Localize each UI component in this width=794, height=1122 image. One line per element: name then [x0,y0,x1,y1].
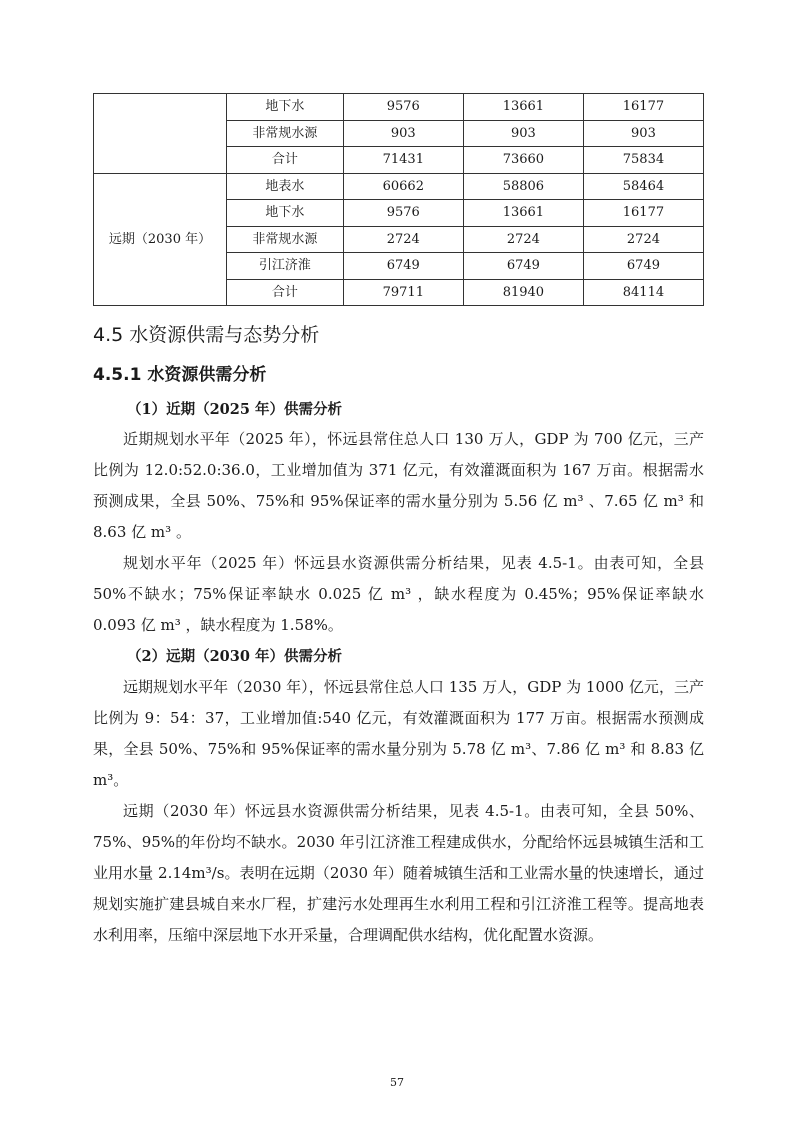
source-cell: 引江济淮 [226,253,343,280]
value-cell: 2724 [583,226,703,253]
subsection-heading: 4.5.1 水资源供需分析 [93,365,267,385]
value-cell: 13661 [463,200,583,227]
table-row [94,94,704,121]
source-cell: 非常规水源 [226,226,343,253]
value-cell: 79711 [343,279,463,306]
near-term-heading: （1）近期（2025 年）供需分析 [127,401,342,418]
value-cell: 84114 [583,279,703,306]
value-cell: 6749 [343,253,463,280]
value-cell: 6749 [583,253,703,280]
value-cell: 13661 [463,94,583,121]
value-cell: 81940 [463,279,583,306]
value-cell: 903 [343,120,463,147]
value-cell: 903 [583,120,703,147]
long-term-result-paragraph: 远期（2030 年）怀远县水资源供需分析结果，见表 4.5-1。由表可知，全县 50%、75%、95%的年份均不缺水。2030 年引江济淮工程建成供水，分配给怀远县城镇生活和工业用水量 2.14m³/s。表明在远期（2030 年）随着城镇生活和工业需水量的快速增长，通过规划实施扩建县城自来水厂程，扩建污水处理再生水利用工程和引江济淮工程等。提高地表水利用率，压缩中深层地下水开采量，合理调配供水结构，优化配置水资源。 [93,802,704,944]
near-term-paragraph: 近期规划水平年（2025 年），怀远县常住总人口 130 万人，GDP 为 700 亿元，三产比例为 12.0:52.0:36.0，工业增加值为 371 亿元，有效灌溉面积为 167 万亩。根据需水预测成果，全县 50%、75%和 95%保证率的需水量分别为 5.56 亿 m³ 、7.65 亿 m³ 和 8.63 亿 m³ 。 [93,430,704,541]
value-cell: 9576 [343,94,463,121]
value-cell: 2724 [463,226,583,253]
source-cell: 非常规水源 [226,120,343,147]
water-supply-table [93,93,704,306]
page-number: 57 [390,1076,404,1089]
value-cell: 58806 [463,173,583,200]
long-term-heading: （2）远期（2030 年）供需分析 [127,648,342,665]
near-term-result-paragraph: 规划水平年（2025 年）怀远县水资源供需分析结果，见表 4.5-1。由表可知，全县 50%不缺水；75%保证率缺水 0.025 亿 m³ ，缺水程度为 0.45%；95%保证率缺水 0.093 亿 m³ ，缺水程度为 1.58%。 [93,554,704,634]
long-term-paragraph: 远期规划水平年（2030 年），怀远县常住总人口 135 万人，GDP 为 1000 亿元，三产比例为 9：54：37，工业增加值:540 亿元，有效灌溉面积为 177 万亩。根据需水预测成果，全县 50%、75%和 95%保证率的需水量分别为 5.78 亿 m³、7.86 亿 m³ 和 8.83 亿 m³。 [93,678,704,789]
source-cell: 地表水 [226,173,343,200]
source-cell: 地下水 [226,94,343,121]
value-cell: 2724 [343,226,463,253]
value-cell: 58464 [583,173,703,200]
period-cell [94,94,227,174]
table-row [94,173,704,200]
source-cell: 地下水 [226,200,343,227]
value-cell: 9576 [343,200,463,227]
value-cell: 60662 [343,173,463,200]
period-cell: 远期（2030 年） [94,173,227,306]
section-heading: 4.5 水资源供需与态势分析 [93,324,320,346]
value-cell: 73660 [463,147,583,174]
value-cell: 75834 [583,147,703,174]
value-cell: 16177 [583,94,703,121]
value-cell: 903 [463,120,583,147]
value-cell: 71431 [343,147,463,174]
value-cell: 16177 [583,200,703,227]
source-cell: 合计 [226,147,343,174]
source-cell: 合计 [226,279,343,306]
value-cell: 6749 [463,253,583,280]
